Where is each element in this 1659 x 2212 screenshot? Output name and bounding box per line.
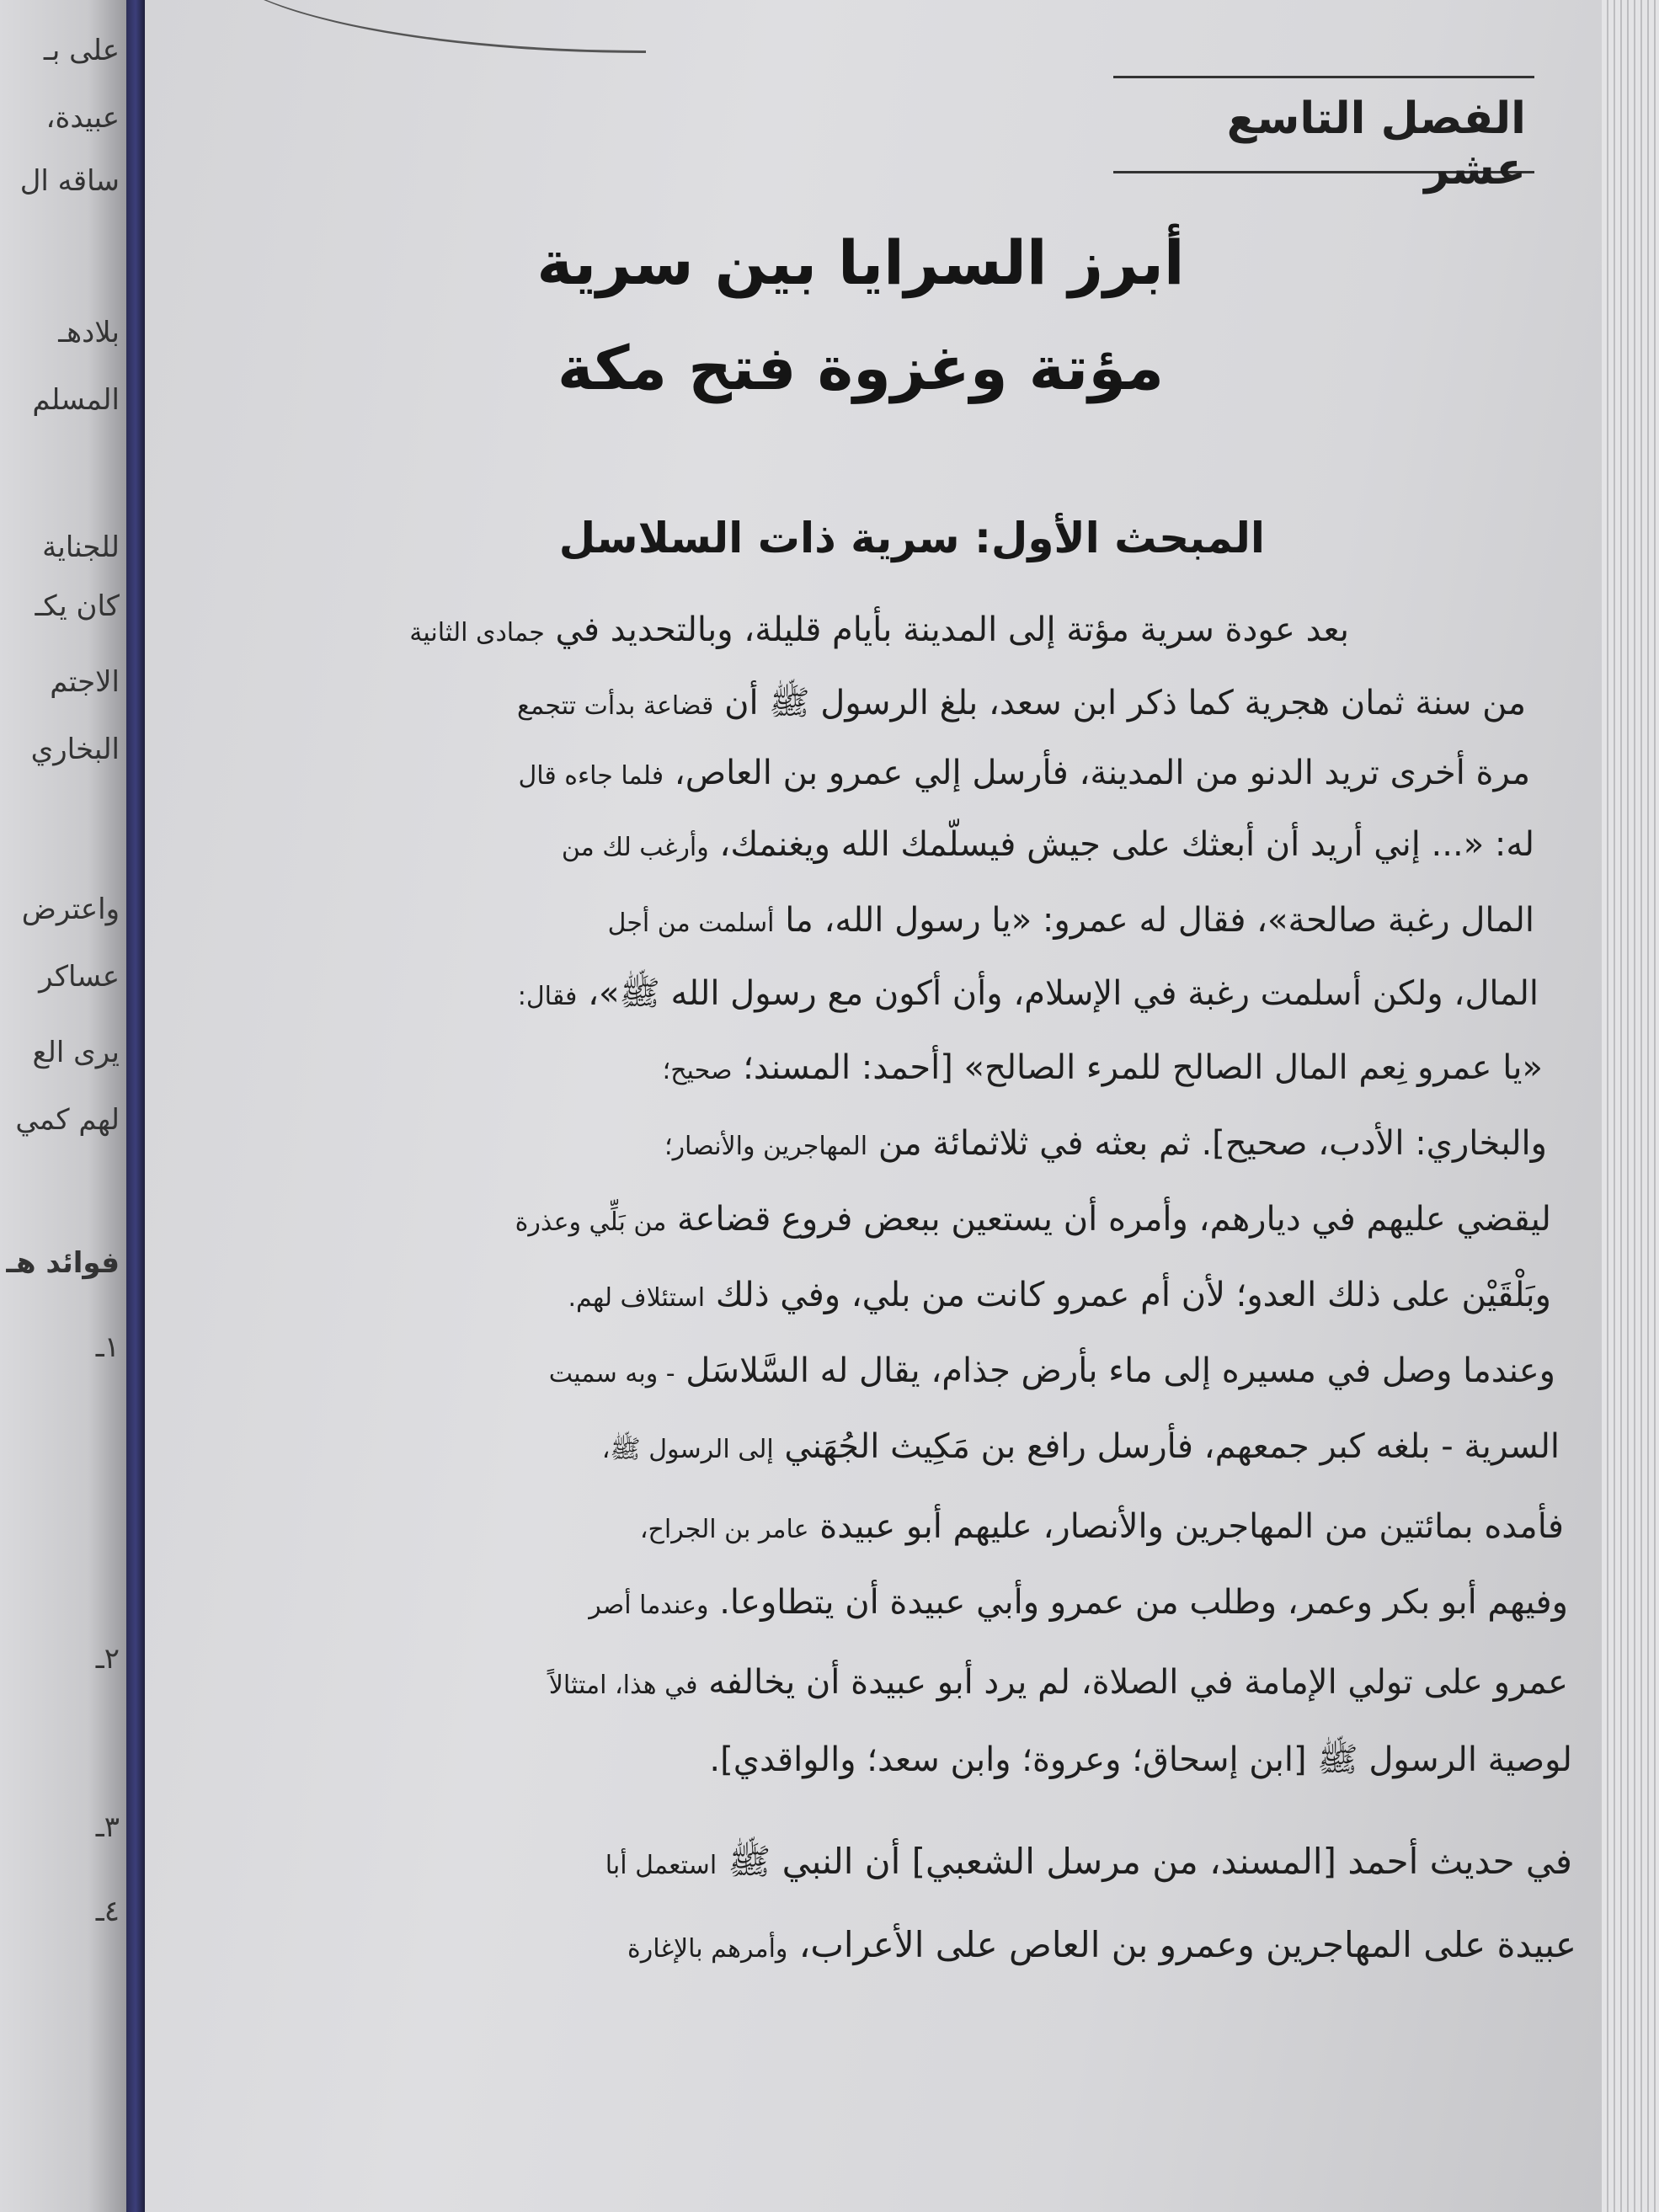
left-page-fragment: يرى الع: [32, 1036, 120, 1069]
right-page: [145, 0, 1602, 2212]
header-ornament: [208, 0, 646, 53]
body-line: عمرو على تولي الإمامة في الصلاة، لم يرد أبو عبيدة أن يخالفه في هذا، امتثالاً: [548, 1663, 1568, 1702]
body-line: عبيدة على المهاجرين وعمرو بن العاص على الأعراب، وأمرهم بالإغارة: [627, 1924, 1576, 1965]
body-line: «يا عمرو نِعم المال الصالح للمرء الصالح» [أحمد: المسند؛ صحيح؛: [662, 1048, 1543, 1087]
left-page-fragment: ٤ـ: [95, 1895, 120, 1928]
body-line: وفيهم أبو بكر وعمر، وطلب من عمرو وأبي عبيدة أن يتطاوعا. وعندما أصر: [589, 1583, 1568, 1622]
left-page-fragment: عبيدة،: [45, 101, 120, 135]
title-line: أبرز السرايا بين سرية: [536, 227, 1185, 298]
body-line: المال، ولكن أسلمت رغبة في الإسلام، وأن أكون مع رسول الله ﷺ»، فقال:: [517, 974, 1539, 1013]
left-page-fragment: ٢ـ: [95, 1642, 120, 1676]
body-line: السرية - بلغه كبر جمعهم، فأرسل رافع بن مَكِيث الجُهَني إلى الرسول ﷺ،: [601, 1427, 1560, 1466]
left-page-fragment: كان يكـ: [35, 589, 120, 623]
left-page-fragment: ساقه ال: [19, 164, 120, 198]
chapter-heading: الفصل التاسع عشر: [1226, 93, 1526, 195]
left-page-fragment: ١ـ: [95, 1330, 120, 1364]
body-line: له: «... إني أريد أن أبعثك على جيش فيسلّمك الله ويغنمك، وأرغب لك من: [561, 825, 1534, 864]
body-line: وبَلْقَيْن على ذلك العدو؛ لأن أم عمرو كانت من بلي، وفي ذلك استئلاف لهم.: [568, 1276, 1551, 1314]
body-line: ليقضي عليهم في ديارهم، وأمره أن يستعين ببعض فروع قضاعة من بَلِّي وعذرة: [515, 1200, 1551, 1239]
title-line: مؤتة وغزوة فتح مكة: [557, 333, 1165, 403]
left-page-fragment: ٣ـ: [95, 1810, 120, 1844]
chapter-heading-box: [1113, 76, 1534, 195]
left-page-fragment: البخاري: [30, 733, 120, 766]
body-line: مرة أخرى تريد الدنو من المدينة، فأرسل إلي عمرو بن العاص، فلما جاءه قال: [518, 754, 1530, 792]
body-line: في حديث أحمد [المسند، من مرسل الشعبي] أن النبي ﷺ استعمل أبا: [605, 1841, 1572, 1882]
left-page-fragment: المسلم: [32, 383, 120, 417]
body-line: لوصية الرسول ﷺ [ابن إسحاق؛ وعروة؛ وابن سعد؛ والواقدي].: [709, 1740, 1572, 1779]
body-line: فأمده بمائتين من المهاجرين والأنصار، عليهم أبو عبيدة عامر بن الجراح،: [639, 1507, 1564, 1546]
section-heading: المبحث الأول: سرية ذات السلاسل: [558, 514, 1265, 562]
left-page-fragment: عساكر: [39, 960, 120, 994]
body-line: المال رغبة صالحة»، فقال له عمرو: «يا رسول الله، ما أسلمت من أجل: [607, 901, 1534, 940]
left-page-fragment: واعترض: [21, 893, 120, 926]
body-line: وعندما وصل في مسيره إلى ماء بأرض جذام، يقال له السَّلاسَل - وبه سميت: [548, 1351, 1555, 1390]
left-page-fragment: الاجتم: [50, 665, 120, 699]
left-page-fragment: لهم كمي: [15, 1103, 120, 1137]
left-page-fragment: للجناية: [42, 530, 120, 564]
body-line: من سنة ثمان هجرية كما ذكر ابن سعد، بلغ الرسول ﷺ أن قضاعة بدأت تتجمع: [517, 684, 1526, 722]
left-page-fragment: فوائد هـ: [6, 1246, 120, 1280]
body-line: بعد عودة سرية مؤتة إلى المدينة بأيام قليلة، وبالتحديد في جمادى الثانية: [409, 610, 1349, 649]
left-page-fragment: بلادهـ: [58, 316, 120, 349]
left-page-fragment: على بـ: [43, 34, 120, 67]
left-page: [0, 0, 126, 2212]
body-line: والبخاري: الأدب، صحيح]. ثم بعثه في ثلاثمائة من المهاجرين والأنصار؛: [664, 1124, 1547, 1163]
book-spine: [126, 0, 145, 2212]
page-edges: [1602, 0, 1659, 2212]
